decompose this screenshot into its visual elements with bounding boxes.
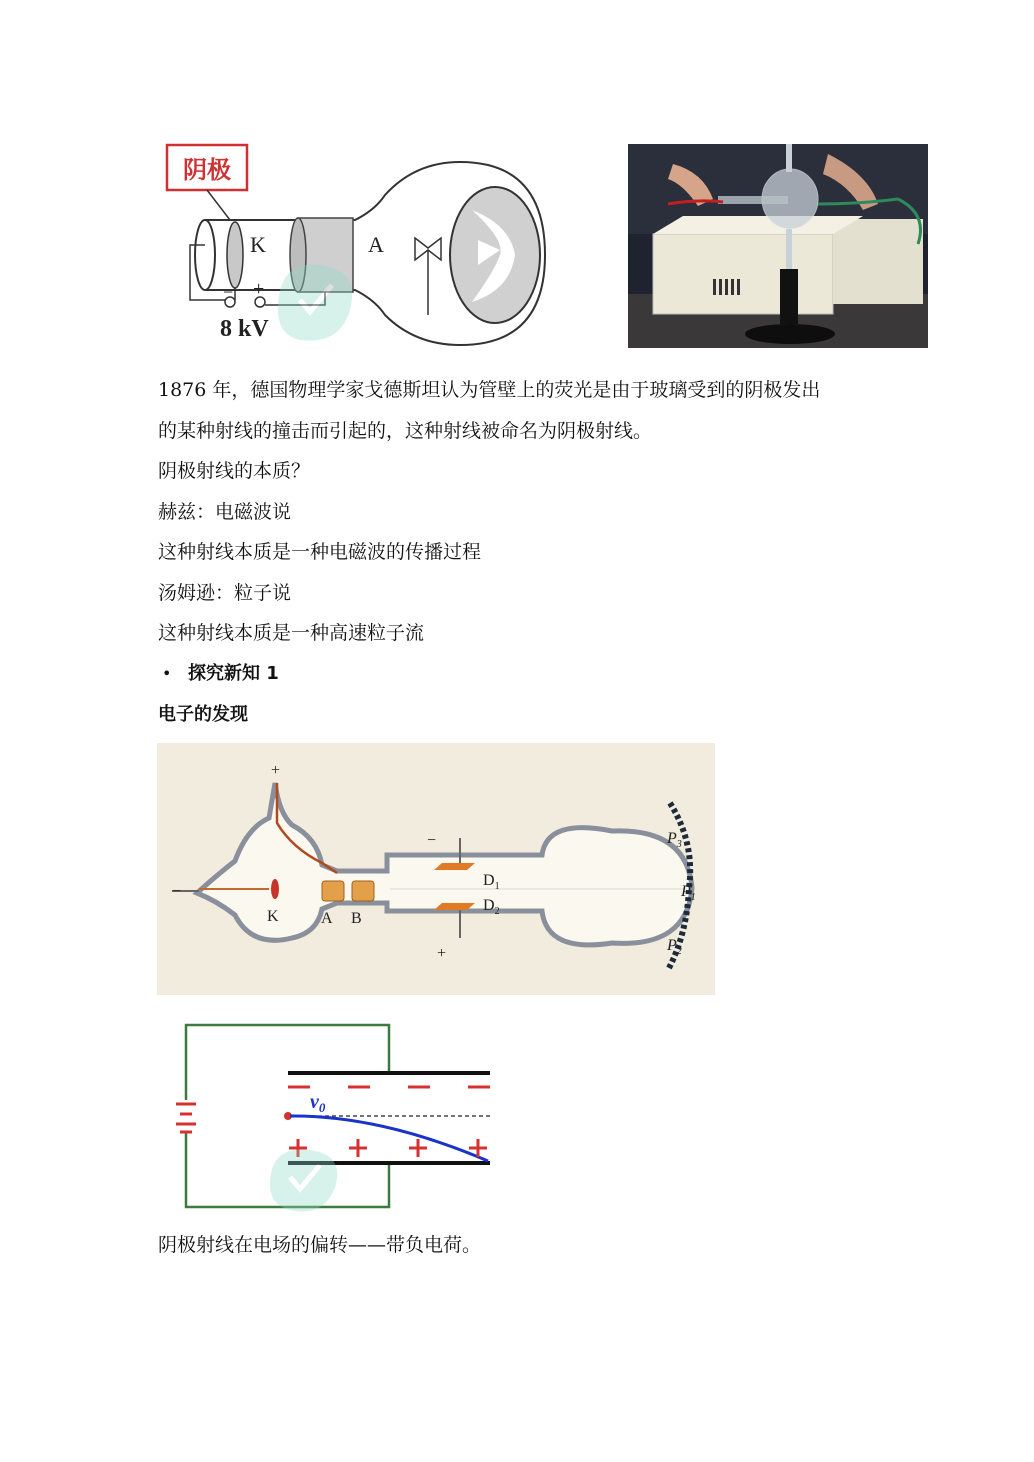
p3-label: $P_3$ xyxy=(667,830,682,850)
p2-label: $P_2$ xyxy=(667,937,682,957)
voltage-label: 8 kV xyxy=(220,316,269,342)
watermark-icon xyxy=(270,1149,337,1211)
thomson-tube-diagram xyxy=(157,743,715,995)
apparatus-photo xyxy=(628,144,928,348)
figure-caption: 阴极射线在电场的偏转——带负电荷。 xyxy=(158,1234,482,1256)
k-label: K xyxy=(250,232,266,257)
a-label: A xyxy=(368,232,384,257)
a-label: A xyxy=(321,910,333,927)
plus-label: + xyxy=(271,762,281,779)
thomson-theory: 汤姆逊：粒子说 xyxy=(158,582,292,604)
deflection-diagram xyxy=(170,1015,500,1215)
minus-terminal-label: − xyxy=(223,282,234,302)
section-heading: 探究新知 1 xyxy=(188,663,279,684)
d2-label: $D_2$ xyxy=(483,897,500,917)
minus-label: − xyxy=(172,883,182,900)
bullet-icon: • xyxy=(162,664,172,683)
b-label: B xyxy=(351,910,362,927)
paragraph-line: 的某种射线的撞击而引起的，这种射线被命名为阴极射线。 xyxy=(158,420,653,442)
watermark-icon xyxy=(278,265,352,341)
question-text: 阴极射线的本质？ xyxy=(158,460,311,482)
k-label: K xyxy=(267,908,279,925)
thomson-description: 这种射线本质是一种高速粒子流 xyxy=(158,622,425,644)
p1-label: $P_1$ xyxy=(681,883,696,903)
section-subheading: 电子的发现 xyxy=(158,704,248,725)
paragraph-line: 1876 年，德国物理学家戈德斯坦认为管壁上的荧光是由于玻璃受到的阴极发出 xyxy=(158,379,821,401)
cathode-label: 阴极 xyxy=(183,156,231,184)
cathode-ray-tube-diagram xyxy=(160,140,550,362)
d1-label: $D_1$ xyxy=(483,872,500,892)
hertz-description: 这种射线本质是一种电磁波的传播过程 xyxy=(158,541,482,563)
plus-terminal-label: + xyxy=(253,278,265,300)
minus-plate-label: − xyxy=(427,832,437,849)
hertz-theory: 赫兹：电磁波说 xyxy=(158,501,292,523)
v0-label: $v_0$ xyxy=(310,1091,326,1115)
plus-plate-label: + xyxy=(437,945,447,962)
